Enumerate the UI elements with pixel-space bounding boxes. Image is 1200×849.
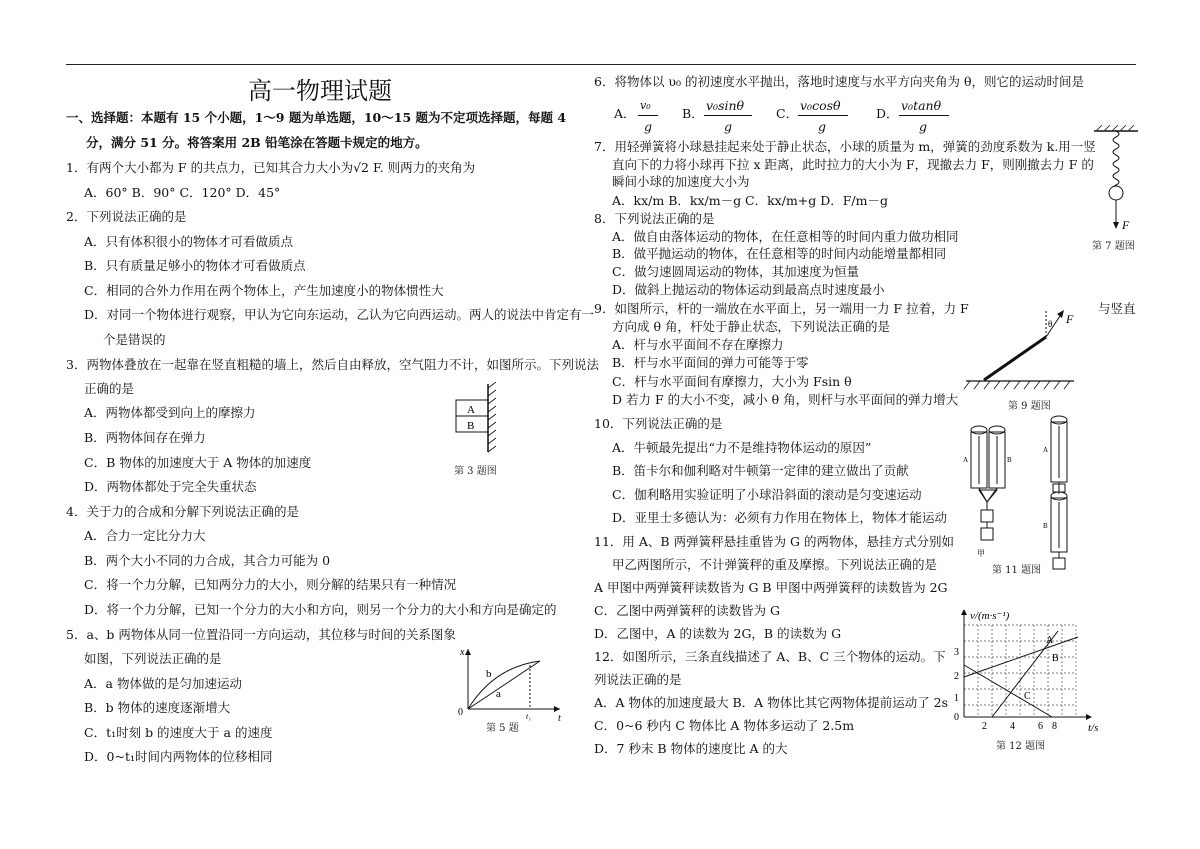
q8-stem: 8．下列说法正确的是 [594,211,715,226]
fig11-jia-label: 甲 [977,549,985,558]
fig5-t-label: t [558,713,561,723]
q1-stem: 1．有两个大小都为 F 的共点力，已知其合力大小为√2 F. 则两力的夹角为 [66,160,476,175]
q8-option-b: B．做平抛运动的物体，在任意相等的时间内动能增量都相同 [612,246,947,261]
q11-stem-line1: 11．用 A、B 两弹簧秤悬挂重皆为 G 的两物体，悬挂方式分别如 [594,534,954,549]
q9-stem-line1: 9．如图所示，杆的一端放在水平面上，另一端用一力 F 拉着，力 F [594,301,969,316]
fig5-curve-b-label: b [486,668,492,680]
q12-stem-line1: 12．如图所示，三条直线描述了 A、B、C 三个物体的运动。下 [594,649,946,664]
q6-option-a-numerator: v₀ [640,99,651,112]
figure-7-caption: 第 7 题图 [1092,241,1135,252]
section1-line1: 一、选择题：本题有 15 个小题，1～9 题为单选题，10～15 题为不定项选择题，每题 4 [66,110,567,125]
q9-option-d: D 若力 F 的大小不变，减小 θ 角，则杆与水平面间的弹力增大 [612,392,959,407]
section1-line2: 分，满分 51 分。将答案用 2B 铅笔涂在答题卡规定的地方。 [86,135,428,150]
fig5-origin-label: 0 [458,707,463,718]
q3-stem-line2: 正确的是 [84,381,135,396]
q3-option-d: D．两物体都处于完全失重状态 [84,479,257,494]
q4-option-c: C．将一个力分解，已知两分力的大小，则分解的结果只有一种情况 [84,577,457,592]
figure-9-rod-and-force [962,305,1080,393]
q6-option-c-label: C． [776,106,799,121]
q6-option-d-fraction-bar [899,115,949,116]
fig3-block-a-label: A [467,404,475,416]
fig11-yi-label-b: B [1043,522,1048,530]
fig5-x-label: x [460,647,465,658]
q6-option-d-denominator: g [919,119,928,134]
fig12-ytick-2: 2 [954,671,959,682]
q7-stem-line2: 直向下的力将小球再下拉 x 距离，此时拉力的大小为 F，现撤去力 F，则刚撤去力 F 的 [612,157,1094,172]
fig12-ytick-1: 1 [954,693,959,704]
q6-option-b-label: B． [682,106,704,121]
fig9-theta-label: θ [1048,319,1053,329]
fig12-line-c-label: C [1024,691,1031,702]
q6-option-b-denominator: g [724,119,733,134]
q12-option-d: D．7 秒末 B 物体的速度比 A 的大 [594,741,788,756]
q3-option-b: B．两物体间存在弹力 [84,430,206,445]
q12-option-c: C．0~6 秒内 C 物体比 A 物体多运动了 2.5m [594,718,855,733]
q6-option-a-label: A． [614,106,636,121]
figure-11-caption: 第 11 题图 [992,565,1042,576]
fig12-ytick-0: 0 [954,712,959,723]
q11-option-d: D．乙图中，A 的读数为 2G，B 的读数为 G [594,626,842,641]
figure-5-x-t-graph [454,645,566,723]
figure-3-blocks-on-wall [450,382,510,457]
figure-9-caption: 第 9 题图 [1008,401,1051,412]
q9-option-c: C．杆与水平面间有摩擦力，大小为 Fsin θ [612,374,852,389]
q6-option-a-fraction-bar [638,115,658,116]
q5-option-a: A．a 物体做的是匀加速运动 [84,676,242,691]
q6-option-b-fraction-bar [704,115,752,116]
q8-option-a: A．做自由落体运动的物体，在任意相等的时间内重力做功相同 [612,229,959,244]
q10-stem: 10．下列说法正确的是 [594,416,723,431]
fig9-force-label: F [1066,312,1074,326]
q4-stem: 4．关于力的合成和分解下列说法正确的是 [66,504,299,519]
q11-stem-line2: 甲乙两图所示，不计弹簧秤的重及摩擦。下列说法正确的是 [612,557,938,572]
fig5-line-a-label: a [496,688,501,700]
top-rule [66,64,1136,65]
q6-option-a-denominator: g [644,119,653,134]
q6-option-d-numerator: v₀tanθ [901,98,942,113]
q5-option-b: B．b 物体的速度逐渐增大 [84,700,231,715]
figure-12-caption: 第 12 题图 [996,741,1046,752]
q5-stem-line1: 5．a、b 两物体从同一位置沿同一方向运动，其位移与时间的关系图象 [66,627,456,642]
fig3-block-b-label: B [467,420,475,432]
q6-option-c-fraction-bar [798,115,848,116]
q11-option-c: C．乙图中两弹簧秤的读数皆为 G [594,603,781,618]
fig12-y-axis-label: v/(m·s⁻¹) [970,610,1010,622]
q9-stem-line2: 方向成 θ 角，杆处于静止状态，下列说法正确的是 [612,319,890,334]
q6-option-b-numerator: v₀sinθ [706,98,745,113]
q1-options: A．60° B．90° C．120° D．45° [84,185,281,200]
q10-option-d: D．亚里士多德认为：必须有力作用在物体上，物体才能运动 [612,510,948,525]
fig7-force-label: F [1122,218,1130,232]
fig11-jia-label-b: B [1007,456,1012,464]
fig12-x-axis-label: t/s [1088,722,1099,734]
q5-stem-line2: 如图，下列说法正确的是 [84,651,222,666]
q2-option-c: C．相同的合外力作用在两个物体上，产生加速度小的物体惯性大 [84,283,444,298]
q7-options: A．kx/m B．kx/m－g C．kx/m+g D．F/m－g [612,193,889,208]
fig12-xtick-2: 2 [982,721,987,732]
q3-stem-line1: 3．两物体叠放在一起靠在竖直粗糙的墙上，然后自由释放，空气阻力不计，如图所示。下列说法 [66,357,599,372]
fig12-line-a-label: A [1046,635,1054,646]
fig5-t1-label: t₁ [526,712,532,721]
q4-option-b: B．两个大小不同的力合成，其合力可能为 0 [84,553,331,568]
figure-3-caption: 第 3 题图 [454,466,497,477]
q2-stem: 2．下列说法正确的是 [66,209,187,224]
q2-option-b: B．只有质量足够小的物体才可看做质点 [84,258,306,273]
fig12-xtick-4: 4 [1010,721,1015,732]
q9-stem-tail: 与竖直 [1098,301,1136,316]
q6-stem: 6．将物体以 υ₀ 的初速度水平抛出，落地时速度与水平方向夹角为 θ，则它的运动时间是 [594,74,1085,89]
q8-option-c: C．做匀速圆周运动的物体，其加速度为恒量 [612,264,860,279]
q5-option-d: D．0~t₁时间内两物体的位移相同 [84,749,273,764]
figure-7-spring [1090,125,1142,235]
q3-option-a: A．两物体都受到向上的摩擦力 [84,405,256,420]
q10-option-b: B．笛卡尔和伽利略对牛顿第一定律的建立做出了贡献 [612,463,909,478]
fig12-xtick-8: 8 [1052,721,1057,732]
q12-option-a-b: A．A 物体的加速度最大 B．A 物体比其它两物体提前运动了 2s [594,695,949,710]
q4-option-a: A．合力一定比分力大 [84,528,206,543]
q11-options-a-b: A 甲图中两弹簧秤读数皆为 G B 甲图中两弹簧秤的读数皆为 2G [594,580,948,595]
q2-option-d-line2: 个是错误的 [103,332,166,347]
q6-option-d-label: D． [876,106,899,121]
figure-12-v-t-graph [948,607,1108,735]
figure-5-caption: 第 5 题 [486,723,519,734]
q2-option-a: A．只有体积很小的物体才可看做质点 [84,234,294,249]
q7-stem-line1: 7．用轻弹簧将小球悬挂起来处于静止状态，小球的质量为 m，弹簧的劲度系数为 k.用一竖 [594,139,1096,154]
q10-option-c: C．伽利略用实验证明了小球沿斜面的滚动是匀变速运动 [612,487,922,502]
page-title: 高一物理试题 [248,77,392,105]
q2-option-d-line1: D．对同一个物体进行观察，甲认为它向东运动，乙认为它向西运动。两人的说法中肯定有一 [84,307,595,322]
figure-11-spring-scales [955,410,1090,570]
q4-option-d: D．将一个力分解，已知一个分力的大小和方向，则另一个分力的大小和方向是确定的 [84,602,557,617]
q3-option-c: C．B 物体的加速度大于 A 物体的加速度 [84,455,312,470]
q12-stem-line2: 列说法正确的是 [594,672,682,687]
q9-option-b: B．杆与水平面间的弹力可能等于零 [612,355,809,370]
fig12-ytick-3: 3 [954,647,959,658]
fig12-line-b-label: B [1052,653,1059,664]
fig12-xtick-6: 6 [1038,721,1043,732]
fig11-yi-label-a: A [1043,446,1049,454]
q8-option-d: D．做斜上抛运动的物体运动到最高点时速度最小 [612,282,885,297]
q6-option-c-denominator: g [818,119,827,134]
q5-option-c: C．t₁时刻 b 的速度大于 a 的速度 [84,725,273,740]
q9-option-a: A．杆与水平面间不存在摩擦力 [612,337,784,352]
q7-stem-line3: 瞬间小球的加速度大小为 [612,174,750,189]
q10-option-a: A．牛顿最先提出“力不是维持物体运动的原因” [612,440,872,455]
fig11-jia-label-a: A [963,456,969,464]
q6-option-c-numerator: v₀cosθ [800,98,841,113]
